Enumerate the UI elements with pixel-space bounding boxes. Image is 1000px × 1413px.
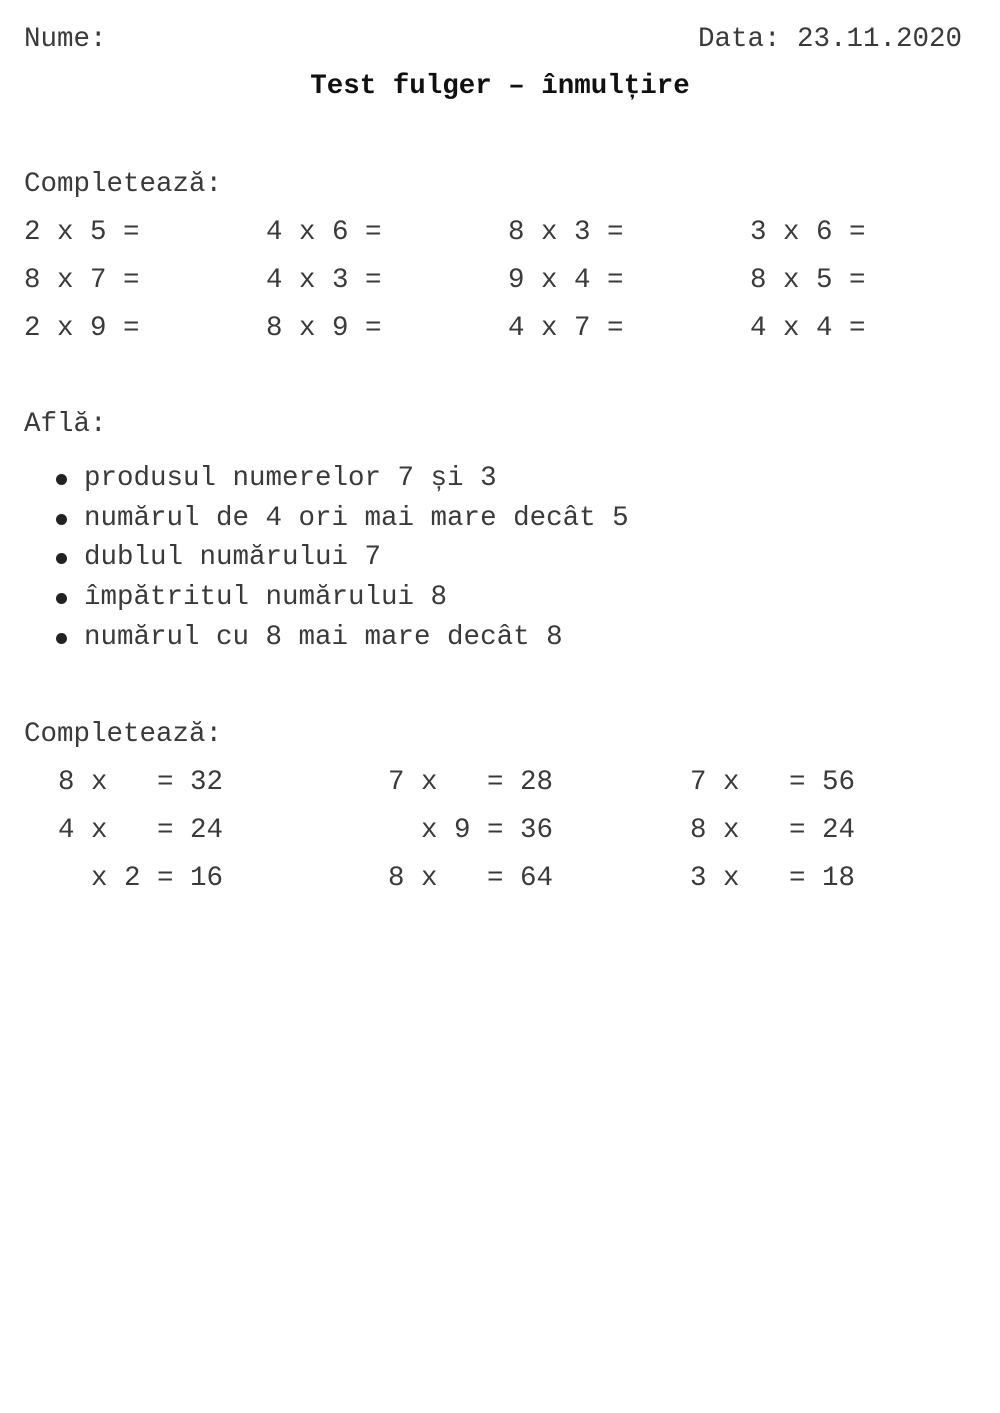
exercise-item: 4 x = 24 xyxy=(58,815,224,846)
list-item: împătritul numărului 8 xyxy=(84,582,448,613)
exercise-item: 9 x 4 = xyxy=(508,265,624,296)
section-heading-complete: Completează: xyxy=(24,169,223,200)
exercise-item: x 9 = 36 xyxy=(388,815,554,846)
bullet-icon xyxy=(56,474,67,485)
exercise-item: 3 x 6 = xyxy=(750,217,866,248)
exercise-item: 4 x 4 = xyxy=(750,313,866,344)
exercise-item: 2 x 5 = xyxy=(24,217,140,248)
exercise-item: 7 x = 28 xyxy=(388,767,554,798)
exercise-item: 8 x = 64 xyxy=(388,863,554,894)
exercise-item: 8 x 7 = xyxy=(24,265,140,296)
exercise-item: 3 x = 18 xyxy=(690,863,856,894)
exercise-item: 8 x = 24 xyxy=(690,815,856,846)
exercise-item: 8 x = 32 xyxy=(58,767,224,798)
section-heading-find: Află: xyxy=(24,409,107,440)
exercise-item: 4 x 7 = xyxy=(508,313,624,344)
date-label: Data: 23.11.2020 xyxy=(697,24,962,55)
list-item: numărul de 4 ori mai mare decât 5 xyxy=(84,503,629,534)
exercise-item: 8 x 9 = xyxy=(266,313,382,344)
section-heading-complete-2: Completează: xyxy=(24,719,223,750)
exercise-item: 2 x 9 = xyxy=(24,313,140,344)
bullet-icon xyxy=(56,633,67,644)
exercise-item: 4 x 3 = xyxy=(266,265,382,296)
bullet-icon xyxy=(56,514,67,525)
list-item: dublul numărului 7 xyxy=(84,542,382,573)
page-title: Test fulger – înmulțire xyxy=(310,71,690,102)
exercise-item: 8 x 5 = xyxy=(750,265,866,296)
name-label: Nume: xyxy=(24,24,107,55)
exercise-item: 8 x 3 = xyxy=(508,217,624,248)
exercise-item: x 2 = 16 xyxy=(58,863,224,894)
bullet-icon xyxy=(56,593,67,604)
list-item: produsul numerelor 7 și 3 xyxy=(84,463,497,494)
exercise-item: 4 x 6 = xyxy=(266,217,382,248)
list-item: numărul cu 8 mai mare decât 8 xyxy=(84,622,563,653)
bullet-icon xyxy=(56,553,67,564)
exercise-item: 7 x = 56 xyxy=(690,767,856,798)
